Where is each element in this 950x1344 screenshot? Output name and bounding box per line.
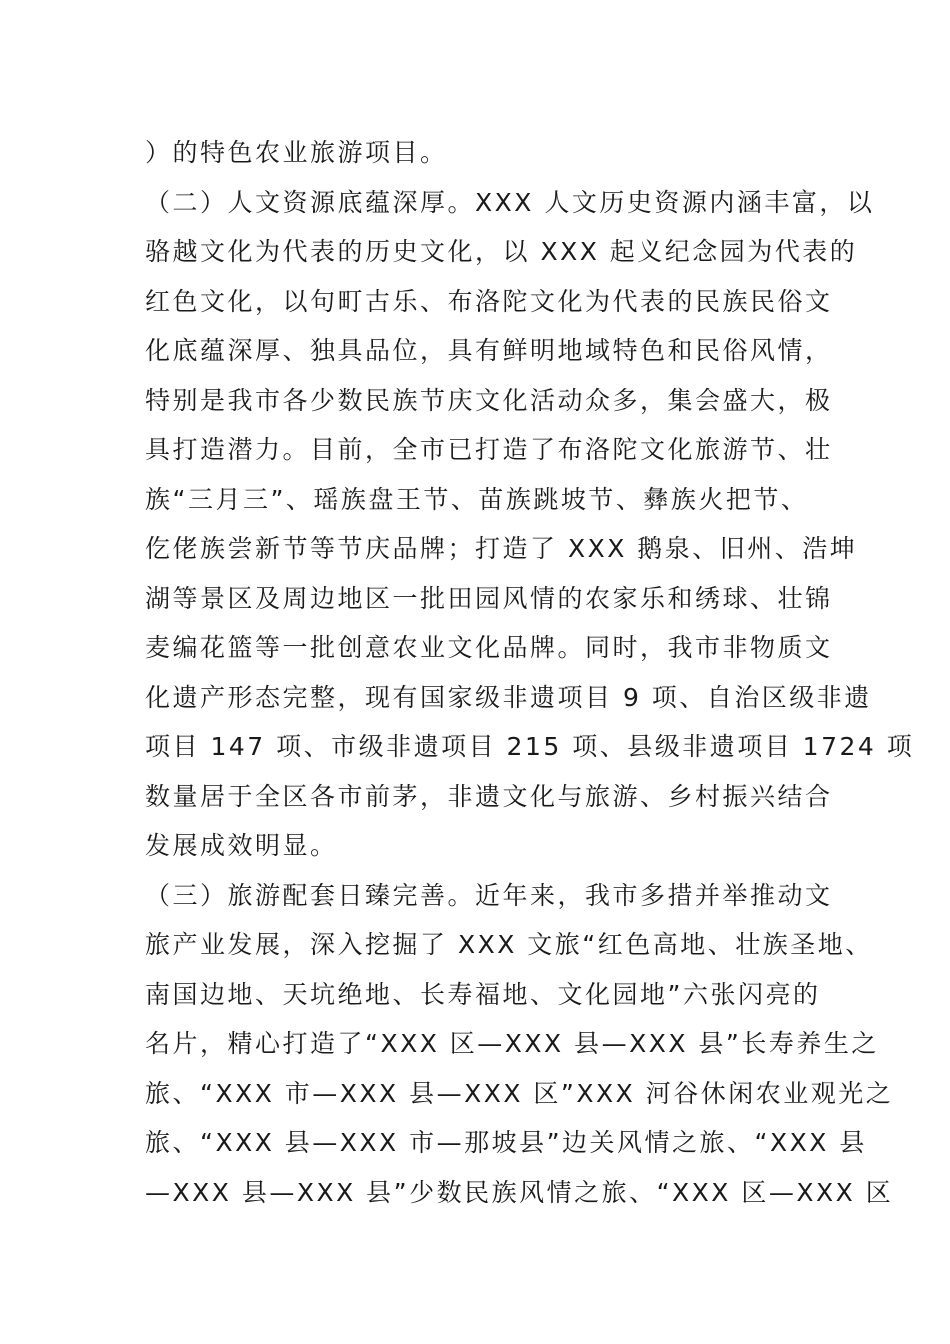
body-text: [145, 128, 915, 1217]
text-line: 骆越文化为代表的历史文化，以 XXX 起义纪念园为代表的: [145, 237, 858, 266]
text-line: 名片，精心打造了“XXX 区—XXX 县—XXX 县”长寿养生之: [145, 1029, 879, 1058]
text-line: 仡佬族尝新节等节庆品牌；打造了 XXX 鹅泉、旧州、浩坤: [145, 534, 858, 563]
text-line: （三）旅游配套日臻完善。近年来，我市多措并举推动文: [145, 880, 833, 910]
text-line: 旅、“XXX 县—XXX 市—那坡县”边关风情之旅、“XXX 县: [145, 1128, 867, 1157]
text-line: 数量居于全区各市前茅，非遗文化与旅游、乡村振兴结合: [145, 781, 833, 811]
text-line: 南国边地、天坑绝地、长寿福地、文化园地”六张闪亮的: [145, 979, 821, 1009]
text-line: （二）人文资源底蕴深厚。XXX 人文历史资源内涵丰富，以: [145, 187, 875, 217]
text-line: 族“三月三”、瑶族盘王节、苗族跳坡节、彝族火把节、: [145, 484, 809, 514]
text-line: 化遗产形态完整，现有国家级非遗项目 9 项、自治区级非遗: [145, 682, 872, 712]
text-line: 化底蕴深厚、独具品位，具有鲜明地域特色和民俗风情，: [145, 336, 833, 365]
text-line: 旅、“XXX 市—XXX 县—XXX 区”XXX 河谷休闲农业观光之: [145, 1078, 894, 1108]
text-line: —XXX 县—XXX 县”少数民族风情之旅、“XXX 区—XXX 区: [145, 1177, 894, 1207]
text-line: 湖等景区及周边地区一批田园风情的农家乐和绣球、壮锦: [145, 583, 833, 613]
text-line: 项目 147 项、市级非遗项目 215 项、县级非遗项目 1724 项: [145, 732, 915, 761]
text-line: 旅产业发展，深入挖掘了 XXX 文旅“红色高地、壮族圣地、: [145, 930, 873, 959]
text-line: 麦编花篮等一批创意农业文化品牌。同时，我市非物质文: [145, 633, 833, 662]
text-line: 具打造潜力。目前，全市已打造了布洛陀文化旅游节、壮: [145, 435, 833, 464]
text-line: 发展成效明显。: [145, 831, 338, 860]
text-line: 红色文化，以句町古乐、布洛陀文化为代表的民族民俗文: [145, 286, 833, 316]
text-line: 特别是我市各少数民族节庆文化活动众多，集会盛大，极: [145, 385, 833, 415]
text-line: ）的特色农业旅游项目。: [145, 138, 448, 167]
